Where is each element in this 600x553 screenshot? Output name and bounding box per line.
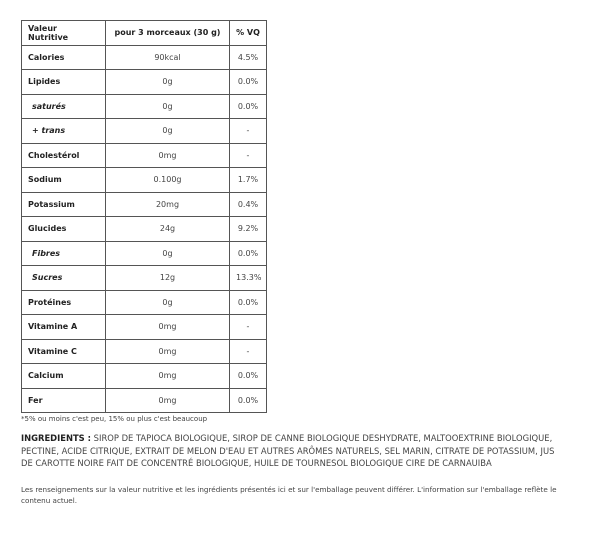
nutrient-amount: 12g [106,266,230,291]
nutrient-daily-value: - [230,339,267,364]
ingredients-heading: INGREDIENTS : [21,433,91,443]
nutrient-label: Fer [22,388,106,413]
nutrient-label: Protéines [22,290,106,315]
ingredients-text: SIROP DE TAPIOCA BIOLOGIQUE, SIROP DE CANNE BIOLOGIQUE DESHYDRATE, MALTOOEXTRINE BIOLOGIQUE, PECTINE, ACIDE CITRIQUE, EXTRAIT DE MELON D'EAU ET AUTRES ARÔMES NATURELS, SEL MARIN, CITRATE DE POTASSIUM, JUS DE CAROTTE NOIRE FAIT DE CONCENTRÉ BIOLOGIQUE, HUILE DE TOURNESOL BIOLOGIQUE CIRE DE CARNAUIBA [21,433,555,469]
nutrient-label: Calcium [22,364,106,389]
nutrient-label: Cholestérol [22,143,106,168]
nutrient-label: Sodium [22,168,106,193]
nutrient-daily-value: 0.4% [230,192,267,217]
nutrient-amount: 90kcal [106,45,230,70]
nutrient-label: Glucides [22,217,106,242]
nutrient-amount: 0g [106,94,230,119]
nutrient-label: Vitamine A [22,315,106,340]
disclaimer-text: Les renseignements sur la valeur nutritive et les ingrédients présentés ici et sur l'emballage peuvent différer. L'information sur l'emballage reflète le contenu actuel. [21,484,557,505]
nutrient-amount: 0mg [106,143,230,168]
nutrient-daily-value: - [230,143,267,168]
table-row [22,192,267,217]
nutrient-daily-value: 0.0% [230,241,267,266]
nutrient-label: Vitamine C [22,339,106,364]
nutrient-daily-value: - [230,119,267,144]
nutrient-label: Lipides [22,70,106,95]
nutrition-page [21,20,581,506]
nutrient-amount: 0mg [106,388,230,413]
nutrient-daily-value: 0.0% [230,290,267,315]
nutrient-daily-value: - [230,315,267,340]
nutrient-amount: 0mg [106,364,230,389]
header-serving: pour 3 morceaux (30 g) [106,21,230,46]
nutrient-amount: 0g [106,241,230,266]
table-header-row [22,21,267,46]
table-row [22,315,267,340]
nutrient-label: Sucres [22,266,106,291]
nutrient-amount: 0mg [106,315,230,340]
nutrient-amount: 0g [106,70,230,95]
nutrient-amount: 0mg [106,339,230,364]
nutrient-daily-value: 1.7% [230,168,267,193]
nutrition-facts-table [21,20,267,413]
nutrition-rows [22,45,267,413]
header-nutrient: Valeur Nutritive [22,21,106,46]
nutrient-label: Potassium [22,192,106,217]
nutrient-daily-value: 13.3% [230,266,267,291]
table-row [22,290,267,315]
table-row [22,70,267,95]
table-row [22,364,267,389]
nutrient-amount: 0.100g [106,168,230,193]
nutrient-amount: 20mg [106,192,230,217]
daily-value-footnote: *5% ou moins c'est peu, 15% ou plus c'est beaucoup [21,415,208,423]
nutrient-amount: 24g [106,217,230,242]
nutrient-daily-value: 0.0% [230,388,267,413]
nutrient-daily-value: 9.2% [230,217,267,242]
table-row [22,266,267,291]
nutrient-daily-value: 0.0% [230,364,267,389]
header-daily-value: % VQ [230,21,267,46]
table-row [22,339,267,364]
table-row [22,241,267,266]
table-row [22,388,267,413]
table-row [22,143,267,168]
table-row [22,217,267,242]
nutrient-label: Fibres [22,241,106,266]
nutrient-daily-value: 4.5% [230,45,267,70]
nutrient-daily-value: 0.0% [230,94,267,119]
nutrient-label: + trans [22,119,106,144]
nutrient-label: saturés [22,94,106,119]
table-row [22,94,267,119]
table-row [22,45,267,70]
nutrient-label: Calories [22,45,106,70]
ingredients-block [21,432,566,470]
nutrient-daily-value: 0.0% [230,70,267,95]
nutrient-amount: 0g [106,290,230,315]
nutrient-amount: 0g [106,119,230,144]
table-row [22,119,267,144]
table-row [22,168,267,193]
